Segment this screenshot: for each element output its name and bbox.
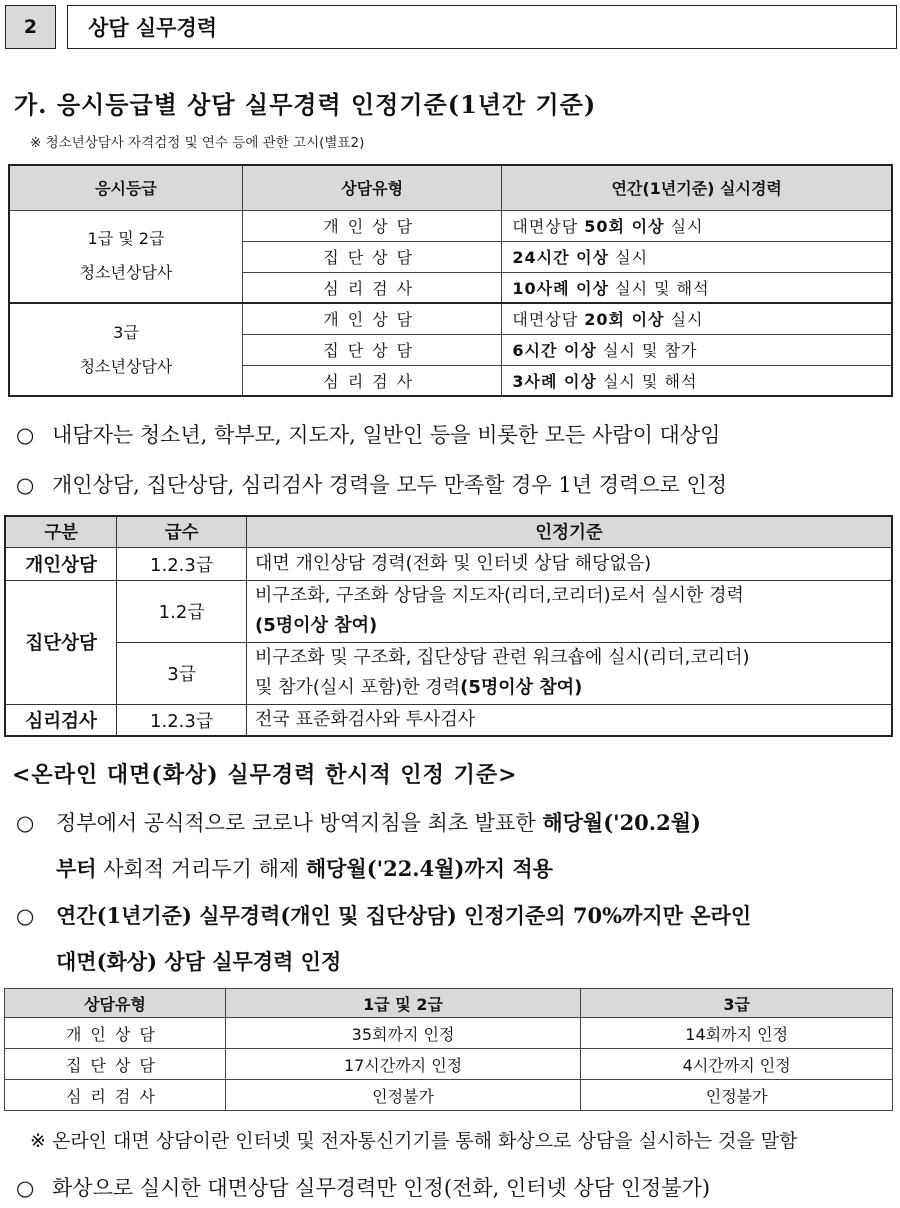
type-cell: 개인상담 [242,210,501,241]
table-row [5,1018,893,1049]
type-cell: 심리검사 [242,272,501,303]
table-row [9,210,892,241]
grade-cell [9,303,242,396]
type-cell: 집단상담 [242,241,501,272]
level-cell: 1.2급 [117,580,247,642]
header-level: 급수 [117,516,247,547]
table-online-limits [4,988,893,1111]
type-cell: 집단상담 [242,334,501,365]
grade12-cell: 17시간까지 인정 [225,1049,581,1080]
online-paragraph-period: ○ 정부에서 공식적으로 코로나 방역지침을 최초 발표한 해당월('20.2월) 부터 사회적 거리두기 해제 해당월('22.4월)까지 적용 [16,800,896,892]
circle-bullet-icon: ○ [16,423,35,447]
experience-cell: 24시간 이상 실시 [502,241,892,272]
level-cell: 1.2.3급 [117,704,247,736]
grade3-cell: 4시간까지 인정 [581,1049,893,1080]
bullet-text: 내담자는 청소년, 학부모, 지도자, 일반인 등을 비롯한 모든 사람이 대상임 [52,423,721,447]
reference-note: ※ 청소년상담사 자격검정 및 연수 등에 관한 고시(별표2) [30,135,365,151]
bullet-text: 화상으로 실시한 대면상담 실무경력만 인정(전화, 인터넷 상담 인정불가) [52,1176,711,1200]
section-title: 상담 실무경력 [67,5,897,49]
grade3-cell: 14회까지 인정 [581,1018,893,1049]
grade-line: 청소년상담사 [79,263,173,283]
category-cell: 집단상담 [5,580,117,704]
circle-bullet-icon: ○ [16,903,35,928]
criteria-cell: 전국 표준화검사와 투사검사 [247,704,892,736]
online-paragraph-limit: ○ 연간(1년기준) 실무경력(개인 및 집단상담) 인정기준의 70%까지만 온라인 대면(화상) 상담 실무경력 인정 [16,893,896,985]
criteria-cell: 비구조화 및 구조화, 집단상담 관련 워크숍에 실시(리더,코리더) 및 참가(실시 포함)한 경력(5명이상 참여) [247,642,892,704]
online-definition-note: ※ 온라인 대면 상담이란 인터넷 및 전자통신기기를 통해 화상으로 상담을 실시하는 것을 말함 [30,1130,798,1152]
table-header-row [9,165,892,210]
header-category: 구분 [5,516,117,547]
header-criteria: 인정기준 [247,516,892,547]
type-cell: 심리검사 [5,1080,226,1111]
experience-cell: 3사례 이상 실시 및 해석 [502,365,892,396]
criteria-cell: 비구조화, 구조화 상담을 지도자(리더,코리더)로서 실시한 경력 (5명이상 참여) [247,580,892,642]
grade-cell [9,210,242,303]
level-cell: 1.2.3급 [117,547,247,580]
table-row [5,1049,893,1080]
category-cell: 심리검사 [5,704,117,736]
table-row [9,303,892,334]
type-cell: 집단상담 [5,1049,226,1080]
table-header-row [5,989,893,1018]
grade12-cell: 인정불가 [225,1080,581,1111]
bullet-one-year [16,469,727,499]
grade-line: 1급 및 2급 [87,229,165,249]
circle-bullet-icon: ○ [16,1176,35,1200]
header-experience: 연간(1년기준) 실시경력 [502,165,892,210]
table-criteria [4,515,893,737]
experience-cell: 대면상담 50회 이상 실시 [502,210,892,241]
online-heading: <온라인 대면(화상) 실무경력 한시적 인정 기준> [12,762,518,788]
header-grade12: 1급 및 2급 [225,989,581,1018]
section-header [5,5,894,51]
experience-cell: 6시간 이상 실시 및 참가 [502,334,892,365]
grade12-cell: 35회까지 인정 [225,1018,581,1049]
header-type: 상담유형 [242,165,501,210]
header-grade3: 3급 [581,989,893,1018]
table-row [5,547,892,580]
experience-cell: 대면상담 20회 이상 실시 [502,303,892,334]
heading-ga: 가. 응시등급별 상담 실무경력 인정기준(1년간 기준) [14,90,597,119]
table-row [5,642,892,704]
grade3-cell: 인정불가 [581,1080,893,1111]
bullet-text: 개인상담, 집단상담, 심리검사 경력을 모두 만족할 경우 1년 경력으로 인정 [52,473,728,497]
type-cell: 심리검사 [242,365,501,396]
type-cell: 개인상담 [5,1018,226,1049]
circle-bullet-icon: ○ [16,811,35,835]
header-type: 상담유형 [5,989,226,1018]
grade-line: 3급 [113,322,139,342]
type-cell: 개인상담 [242,303,501,334]
bullet-video-only [16,1172,710,1202]
level-cell: 3급 [117,642,247,704]
table-header-row [5,516,892,547]
table-row [5,1080,893,1111]
table-row [5,580,892,642]
table-experience-by-grade [8,164,893,397]
criteria-cell: 대면 개인상담 경력(전화 및 인터넷 상담 해당없음) [247,547,892,580]
grade-line: 청소년상담사 [79,356,173,376]
table-row [5,704,892,736]
circle-bullet-icon: ○ [16,473,35,497]
section-number: 2 [5,5,56,49]
bullet-clients [16,419,720,449]
category-cell: 개인상담 [5,547,117,580]
header-grade: 응시등급 [9,165,242,210]
experience-cell: 10사례 이상 실시 및 해석 [502,272,892,303]
